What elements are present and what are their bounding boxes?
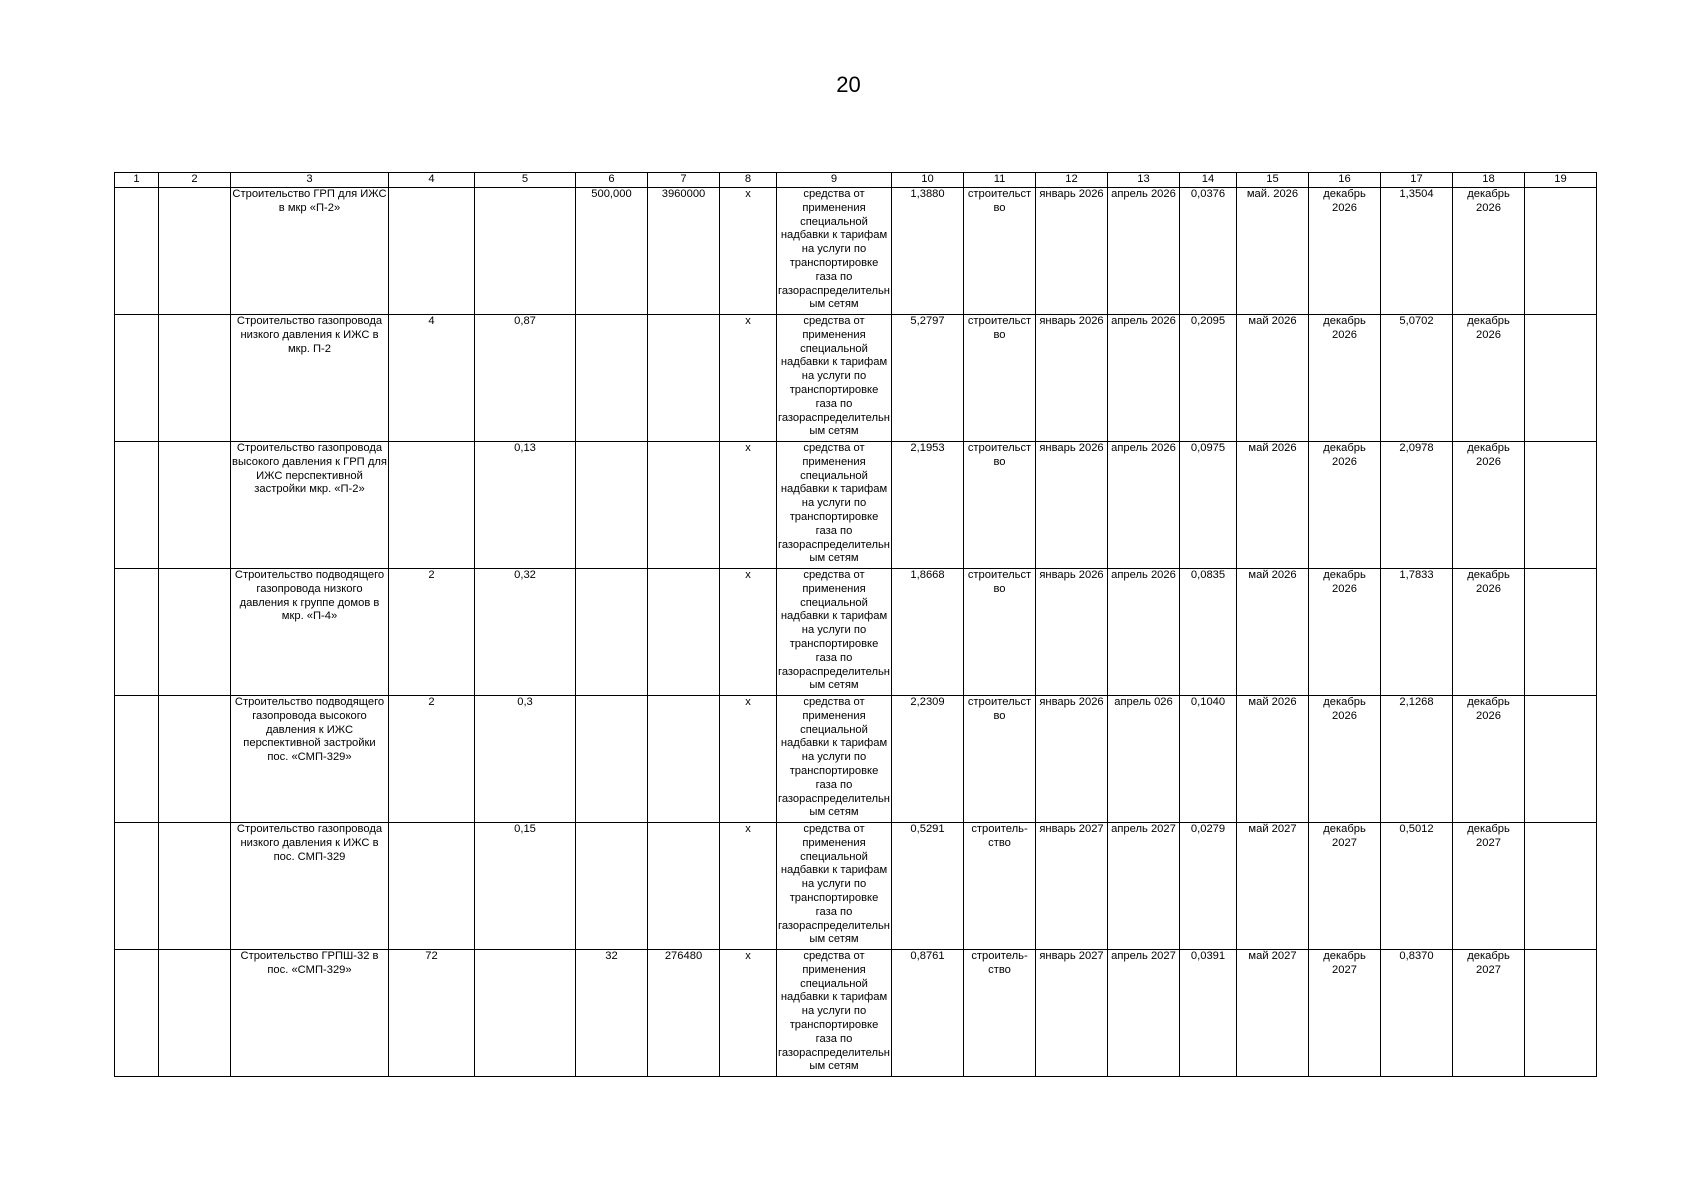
table-cell: строительство <box>964 696 1036 823</box>
table-cell: апрель 2026 <box>1108 188 1180 315</box>
table-cell: х <box>720 823 777 950</box>
table-cell: апрель 2026 <box>1108 442 1180 569</box>
column-number: 17 <box>1381 173 1453 188</box>
table-cell: декабрь 2027 <box>1453 950 1525 1077</box>
table-cell: 2 <box>389 569 475 696</box>
table-cell: 5,2797 <box>892 315 964 442</box>
table-row <box>115 188 1597 315</box>
table-cell <box>159 823 231 950</box>
table-cell: х <box>720 188 777 315</box>
table-cell: 32 <box>576 950 648 1077</box>
table-cell <box>648 569 720 696</box>
table-row <box>115 442 1597 569</box>
table-cell: декабрь 2027 <box>1309 950 1381 1077</box>
table-row <box>115 950 1597 1077</box>
table-cell: декабрь 2026 <box>1309 569 1381 696</box>
column-number: 9 <box>777 173 892 188</box>
table-cell <box>1525 569 1597 696</box>
table-cell: 0,0279 <box>1180 823 1237 950</box>
table-cell <box>115 696 159 823</box>
table-cell: 1,7833 <box>1381 569 1453 696</box>
table-cell <box>1525 696 1597 823</box>
table-row <box>115 823 1597 950</box>
table-cell <box>576 315 648 442</box>
table-cell: средства от применения специальной надбавки к тарифам на услуги по транспортировке газа по газораспределительным сетям <box>777 950 892 1077</box>
column-number: 5 <box>475 173 576 188</box>
table-cell <box>115 569 159 696</box>
table-cell <box>475 188 576 315</box>
table-cell: апрель 2027 <box>1108 950 1180 1077</box>
table-cell: 276480 <box>648 950 720 1077</box>
table-cell: 0,0391 <box>1180 950 1237 1077</box>
column-number: 10 <box>892 173 964 188</box>
column-number: 3 <box>231 173 389 188</box>
table-cell: х <box>720 950 777 1077</box>
table-cell: 2,1953 <box>892 442 964 569</box>
table-cell <box>576 569 648 696</box>
table-cell: 0,1040 <box>1180 696 1237 823</box>
table-cell: декабрь 2026 <box>1453 442 1525 569</box>
table-cell <box>648 696 720 823</box>
table-cell <box>576 442 648 569</box>
table-cell: х <box>720 442 777 569</box>
column-number: 7 <box>648 173 720 188</box>
table-cell: строитель-ство <box>964 823 1036 950</box>
table-cell <box>159 696 231 823</box>
table-cell: май 2026 <box>1237 442 1309 569</box>
table-cell: 2,1268 <box>1381 696 1453 823</box>
column-number: 11 <box>964 173 1036 188</box>
table-cell <box>115 315 159 442</box>
table-cell: апрель 2026 <box>1108 569 1180 696</box>
column-number: 15 <box>1237 173 1309 188</box>
table-cell: 0,87 <box>475 315 576 442</box>
table-cell <box>159 569 231 696</box>
table-cell: средства от применения специальной надбавки к тарифам на услуги по транспортировке газа по газораспределительным сетям <box>777 315 892 442</box>
table-cell: строитель-ство <box>964 950 1036 1077</box>
table-cell: 0,0975 <box>1180 442 1237 569</box>
page-number: 20 <box>836 72 861 97</box>
table-cell: май 2027 <box>1237 950 1309 1077</box>
table-cell <box>389 188 475 315</box>
table-cell: декабрь 2026 <box>1309 188 1381 315</box>
table-cell: Строительство подводящего газопровода низкого давления к группе домов в мкр. «П-4» <box>231 569 389 696</box>
table-cell: май. 2026 <box>1237 188 1309 315</box>
table-cell <box>1525 315 1597 442</box>
column-number: 13 <box>1108 173 1180 188</box>
table-cell <box>1525 823 1597 950</box>
table-cell: 0,32 <box>475 569 576 696</box>
table-cell: январь 2026 <box>1036 569 1108 696</box>
table-cell: 1,3504 <box>1381 188 1453 315</box>
table-cell: декабрь 2026 <box>1309 315 1381 442</box>
table-cell: январь 2027 <box>1036 950 1108 1077</box>
table-cell: 0,15 <box>475 823 576 950</box>
table-cell: декабрь 2027 <box>1309 823 1381 950</box>
table-cell: январь 2026 <box>1036 442 1108 569</box>
table-cell: х <box>720 696 777 823</box>
table-cell: май 2026 <box>1237 696 1309 823</box>
table-cell: 1,8668 <box>892 569 964 696</box>
table-cell: декабрь 2026 <box>1453 188 1525 315</box>
table-cell: декабрь 2026 <box>1309 442 1381 569</box>
table-cell: декабрь 2027 <box>1453 823 1525 950</box>
column-number: 19 <box>1525 173 1597 188</box>
table-cell: январь 2026 <box>1036 696 1108 823</box>
table-cell <box>576 696 648 823</box>
table-cell: 0,0835 <box>1180 569 1237 696</box>
table-cell <box>648 442 720 569</box>
table-cell: средства от применения специальной надбавки к тарифам на услуги по транспортировке газа по газораспределительным сетям <box>777 442 892 569</box>
table-cell: 2 <box>389 696 475 823</box>
table-cell: х <box>720 315 777 442</box>
table-cell <box>648 823 720 950</box>
table-cell <box>115 442 159 569</box>
table-row <box>115 315 1597 442</box>
table-cell: декабрь 2026 <box>1453 315 1525 442</box>
table-cell: 0,8370 <box>1381 950 1453 1077</box>
table-cell: 1,3880 <box>892 188 964 315</box>
table-cell <box>115 950 159 1077</box>
table-cell <box>389 823 475 950</box>
table-cell: апрель 026 <box>1108 696 1180 823</box>
table-cell: Строительство газопровода низкого давления к ИЖС в мкр. П-2 <box>231 315 389 442</box>
table-cell: строительство <box>964 188 1036 315</box>
table-cell: строительство <box>964 315 1036 442</box>
table-cell <box>159 950 231 1077</box>
table-cell: Строительство газопровода высокого давления к ГРП для ИЖС перспективной застройки мкр. «П-2» <box>231 442 389 569</box>
table-cell: 5,0702 <box>1381 315 1453 442</box>
table-cell: 500,000 <box>576 188 648 315</box>
table-cell: 3960000 <box>648 188 720 315</box>
table-cell: май 2026 <box>1237 569 1309 696</box>
column-number: 6 <box>576 173 648 188</box>
table-cell: 2,0978 <box>1381 442 1453 569</box>
table-cell: Строительство ГРПШ-32 в пос. «СМП-329» <box>231 950 389 1077</box>
table-cell: средства от применения специальной надбавки к тарифам на услуги по транспортировке газа по газораспределительным сетям <box>777 696 892 823</box>
table-cell: 0,0376 <box>1180 188 1237 315</box>
table-cell <box>648 315 720 442</box>
table-cell <box>576 823 648 950</box>
table-cell: средства от применения специальной надбавки к тарифам на услуги по транспортировке газа по газораспределительным сетям <box>777 188 892 315</box>
table-cell: январь 2026 <box>1036 188 1108 315</box>
table-cell: строительство <box>964 569 1036 696</box>
column-number: 18 <box>1453 173 1525 188</box>
table-cell: 72 <box>389 950 475 1077</box>
table-row <box>115 696 1597 823</box>
table-cell <box>159 188 231 315</box>
table-cell <box>115 188 159 315</box>
table-cell <box>115 823 159 950</box>
table-cell <box>389 442 475 569</box>
table-cell <box>1525 950 1597 1077</box>
table-cell: 0,8761 <box>892 950 964 1077</box>
table-cell: средства от применения специальной надбавки к тарифам на услуги по транспортировке газа по газораспределительным сетям <box>777 823 892 950</box>
column-number: 12 <box>1036 173 1108 188</box>
column-number: 1 <box>115 173 159 188</box>
table-cell: х <box>720 569 777 696</box>
table-cell: декабрь 2026 <box>1453 569 1525 696</box>
table-cell: апрель 2027 <box>1108 823 1180 950</box>
table-cell <box>1525 442 1597 569</box>
table-cell: 0,3 <box>475 696 576 823</box>
table-row <box>115 569 1597 696</box>
table-cell: 4 <box>389 315 475 442</box>
table-cell: январь 2026 <box>1036 315 1108 442</box>
table-cell: 2,2309 <box>892 696 964 823</box>
column-number: 2 <box>159 173 231 188</box>
table-cell: апрель 2026 <box>1108 315 1180 442</box>
table-cell: Строительство газопровода низкого давления к ИЖС в пос. СМП-329 <box>231 823 389 950</box>
table-cell: январь 2027 <box>1036 823 1108 950</box>
table-cell <box>1525 188 1597 315</box>
table-cell: средства от применения специальной надбавки к тарифам на услуги по транспортировке газа по газораспределительным сетям <box>777 569 892 696</box>
table-body <box>115 173 1597 1077</box>
table-cell: 0,13 <box>475 442 576 569</box>
column-number: 4 <box>389 173 475 188</box>
column-number: 14 <box>1180 173 1237 188</box>
table-cell: Строительство ГРП для ИЖС в мкр «П-2» <box>231 188 389 315</box>
table-cell: 0,5291 <box>892 823 964 950</box>
table-cell: 0,5012 <box>1381 823 1453 950</box>
column-number: 8 <box>720 173 777 188</box>
column-number-row <box>115 173 1597 188</box>
table-cell: декабрь 2026 <box>1309 696 1381 823</box>
table-cell: май 2026 <box>1237 315 1309 442</box>
column-number: 16 <box>1309 173 1381 188</box>
table-cell: май 2027 <box>1237 823 1309 950</box>
table-cell <box>159 442 231 569</box>
table-cell <box>159 315 231 442</box>
table-cell: 0,2095 <box>1180 315 1237 442</box>
table-cell <box>475 950 576 1077</box>
table-cell: декабрь 2026 <box>1453 696 1525 823</box>
table-cell: строительство <box>964 442 1036 569</box>
investment-program-table <box>114 172 1597 1077</box>
table-cell: Строительство подводящего газопровода высокого давления к ИЖС перспективной застройки пос. «СМП-329» <box>231 696 389 823</box>
